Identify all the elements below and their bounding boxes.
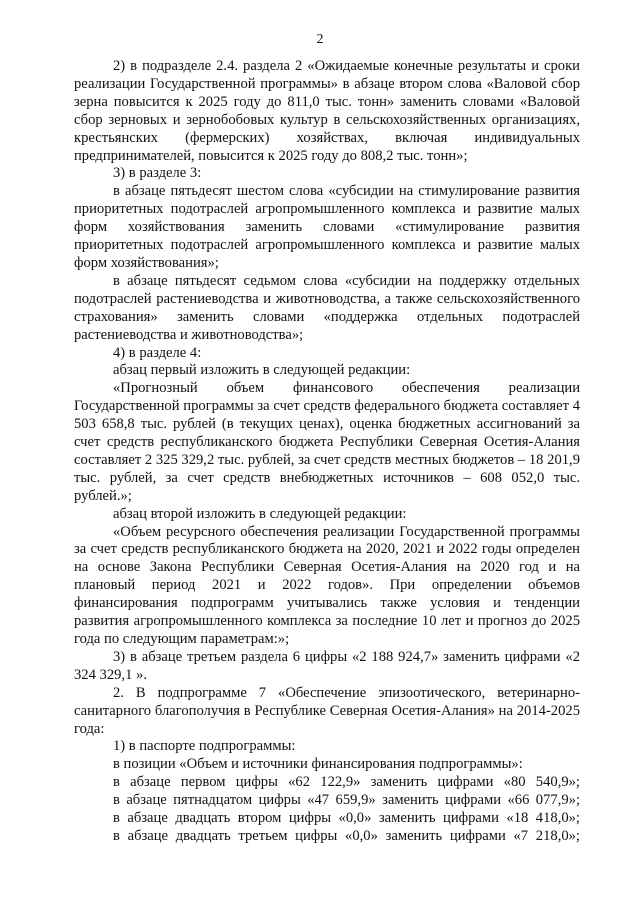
paragraph-first-abzac-digits: в абзаце первом цифры «62 122,9» заменить цифрами «80 540,9»; xyxy=(113,774,580,791)
paragraph-resource-volume: «Объем ресурсного обеспечения реализации Государственной программы за счет средств республиканского бюджета на 2020, 2021 и 2022 годы определен на основе Закона Республики Северная Осетия-Алания на 2020 год и на плановый период 2021 и 2022 годов». При определении объемов финансирования подпрограмм учитывались также условия и тенденции развития агропромышленного комплекса за последние 10 лет и прогноз до 2025 года по следующим параметрам:»; xyxy=(74,523,580,647)
paragraph-section-6: 3) в абзаце третьем раздела 6 цифры «2 188 924,7» заменить цифрами «2 324 329,1 ». xyxy=(74,648,580,683)
paragraph-position-funding: в позиции «Объем и источники финансирования подпрограммы»: xyxy=(113,756,523,773)
paragraph-22nd-abzac-digits: в абзаце двадцать втором цифры «0,0» заменить цифрами «18 418,0»; xyxy=(113,810,580,827)
paragraph-23rd-abzac-digits: в абзаце двадцать третьем цифры «0,0» заменить цифрами «7 218,0»; xyxy=(113,827,580,844)
paragraph-56th-abzac: в абзаце пятьдесят шестом слова «субсидии на стимулирование развития приоритетных подотраслей агропромышленного комплекса и развитие малых форм хозяйствования заменить словами «стимулирование развития приоритетных подотраслей агропромышленного комплекса и развитие малых форм хозяйствования»; xyxy=(74,183,580,271)
paragraph-subprogram-7: 2. В подпрограмме 7 «Обеспечение эпизоотического, ветеринарно-санитарного благополучия в Республике Северная Осетия-Алания» на 2014-2025 года: xyxy=(74,684,580,737)
paragraph-fifteenth-abzac-digits: в абзаце пятнадцатом цифры «47 659,9» заменить цифрами «66 077,9»; xyxy=(113,792,580,809)
paragraph-57th-abzac: в абзаце пятьдесят седьмом слова «субсидии на поддержку отдельных подотраслей растениеводства и животноводства, а также сельскохозяйственного страхования» заменить словами «поддержка отдельных подотраслей растениеводства и животноводства»; xyxy=(74,272,580,343)
paragraph-funding-forecast: «Прогнозный объем финансового обеспечения реализации Государственной программы за счет средств федерального бюджета составляет 4 503 658,8 тыс. рублей (в текущих ценах), оценка бюджетных ассигнований за счет средств республиканского бюджета Республики Северная Осетия-Алания составляет 2 325 329,2 тыс. рублей, за счет средств местных бюджетов – 18 201,9 тыс. рублей, за счет средств внебюджетных источников – 608 052,0 тыс. рублей.»; xyxy=(74,380,580,504)
paragraph-section-4: 4) в разделе 4: xyxy=(113,344,202,361)
paragraph-section-3: 3) в разделе 3: xyxy=(113,165,202,182)
page-number: 2 xyxy=(316,32,324,47)
document-body xyxy=(74,58,580,846)
paragraph-first-abzac-edit: абзац первый изложить в следующей редакции: xyxy=(113,362,411,379)
paragraph-subsection-2-4: 2) в подразделе 2.4. раздела 2 «Ожидаемые конечные результаты и сроки реализации Государственной программы» в абзаце втором слова «Валовой сбор зерна повысится к 2025 году до 811,0 тыс. тонн» заменить словами «Валовой сбор зерновых и зернобобовых культур в сельскохозяйственных организациях, крестьянских (фермерских) хозяйствах, включая индивидуальных предпринимателей, повысится к 2025 году до 808,2 тыс. тонн»; xyxy=(74,58,580,164)
paragraph-passport: 1) в паспорте подпрограммы: xyxy=(113,738,296,755)
paragraph-second-abzac-edit: абзац второй изложить в следующей редакции: xyxy=(113,505,407,522)
